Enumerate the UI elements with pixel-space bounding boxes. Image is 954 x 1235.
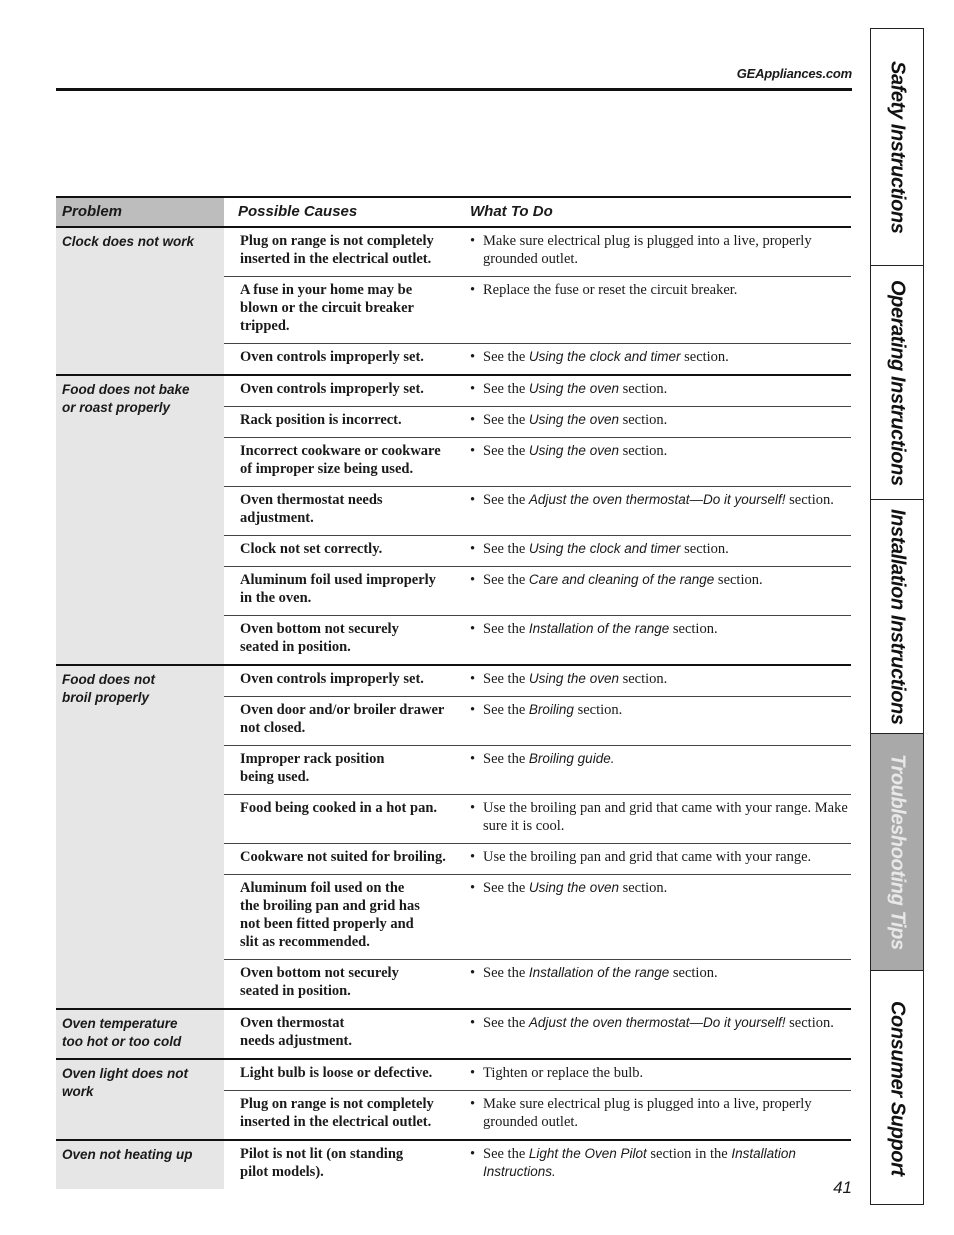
table-row	[56, 1140, 851, 1189]
instruction-text: section.	[618, 381, 668, 397]
instruction-text: section.	[680, 349, 729, 365]
tab-safety-instructions[interactable]	[871, 29, 923, 266]
cause-cell	[224, 844, 456, 875]
problem-text: Food does not	[62, 672, 155, 687]
cause-text: blown or the circuit breaker	[240, 300, 414, 316]
header-problem: Problem	[56, 197, 224, 227]
what-to-do-cell	[456, 960, 851, 1010]
table-row	[56, 1009, 851, 1059]
cause-text: Oven bottom not securely	[240, 621, 399, 637]
cause-text: Oven thermostat	[240, 1015, 345, 1031]
cause-text: seated in position.	[240, 983, 351, 999]
problem-text: Oven not heating up	[62, 1147, 193, 1162]
cause-text: A fuse in your home may be	[240, 282, 413, 298]
cause-cell	[224, 1059, 456, 1091]
cause-cell	[224, 1091, 456, 1141]
header-what-to-do: What To Do	[456, 197, 851, 227]
bullet-item	[470, 848, 849, 866]
cause-cell	[224, 375, 456, 407]
instruction-text: See the	[483, 621, 529, 637]
instruction-text: See the	[483, 751, 529, 767]
cause-cell	[224, 746, 456, 795]
cause-text: inserted in the electrical outlet.	[240, 1114, 432, 1130]
section-reference: Installation of the range	[528, 965, 670, 980]
cause-text: tripped.	[240, 318, 290, 334]
cause-text: not closed.	[240, 720, 306, 736]
cause-text: of improper size being used.	[240, 461, 414, 477]
table-row	[56, 665, 851, 697]
cause-cell	[224, 567, 456, 616]
what-to-do-cell	[456, 438, 851, 487]
instruction-text: See the	[483, 349, 529, 365]
instruction-text: Make sure electrical plug is plugged into a live, properly grounded outlet.	[483, 1096, 812, 1130]
tab-troubleshooting-tips[interactable]	[871, 734, 923, 971]
what-to-do-cell	[456, 844, 851, 875]
what-to-do-cell	[456, 665, 851, 697]
instruction-text: Tighten or replace the bulb.	[483, 1065, 644, 1081]
instruction-text: See the	[483, 880, 529, 896]
cause-text: Rack position is incorrect.	[240, 412, 402, 428]
instruction-text: section.	[714, 572, 763, 588]
cause-text: the broiling pan and grid has	[240, 898, 420, 914]
cause-text: Plug on range is not completely	[240, 1096, 434, 1112]
instruction-text: See the	[483, 1015, 529, 1031]
what-to-do-cell	[456, 536, 851, 567]
cause-text: Clock not set correctly.	[240, 541, 383, 557]
problem-cell	[56, 1140, 224, 1189]
instruction-text: Use the broiling pan and grid that came with your range. Make sure it is cool.	[483, 800, 848, 834]
cause-text: Oven door and/or broiler drawer	[240, 702, 445, 718]
what-to-do-cell	[456, 277, 851, 344]
section-reference: Adjust the oven thermostat—Do it yourself!	[528, 492, 786, 507]
cause-text: Incorrect cookware or cookware	[240, 443, 441, 459]
cause-text: being used.	[240, 769, 310, 785]
cause-text: Cookware not suited for broiling.	[240, 849, 446, 865]
instruction-text: section.	[618, 671, 668, 687]
site-url: GEAppliances.com	[736, 66, 852, 81]
cause-cell	[224, 227, 456, 277]
bullet-item	[470, 411, 849, 429]
section-reference: Adjust the oven thermostat—Do it yourself!	[528, 1015, 786, 1030]
bullet-item	[470, 380, 849, 398]
bullet-item	[470, 232, 849, 268]
instruction-text: section.	[618, 412, 668, 428]
problem-cell	[56, 227, 224, 375]
cause-cell	[224, 616, 456, 666]
problem-text: Food does not bake	[62, 382, 190, 397]
bullet-item	[470, 1064, 849, 1082]
what-to-do-cell	[456, 487, 851, 536]
section-reference: Broiling	[528, 702, 574, 717]
cause-text: inserted in the electrical outlet.	[240, 251, 432, 267]
cause-cell	[224, 487, 456, 536]
cause-text: Pilot is not lit (on standing	[240, 1146, 404, 1162]
cause-text: in the oven.	[240, 590, 312, 606]
instruction-text: See the	[483, 572, 529, 588]
instruction-text: See the	[483, 412, 529, 428]
section-reference: Using the oven	[528, 880, 619, 895]
what-to-do-cell	[456, 795, 851, 844]
cause-text: Oven controls improperly set.	[240, 349, 424, 365]
instruction-text: section.	[785, 492, 834, 508]
tab-label: Installation Instructions	[886, 508, 909, 725]
what-to-do-cell	[456, 616, 851, 666]
bullet-item	[470, 964, 849, 982]
troubleshooting-table	[56, 196, 851, 1189]
what-to-do-cell	[456, 567, 851, 616]
cause-cell	[224, 697, 456, 746]
section-reference: Care and cleaning of the range	[528, 572, 715, 587]
tab-installation-instructions[interactable]	[871, 500, 923, 734]
page-number: 41	[833, 1178, 852, 1197]
bullet-item	[470, 540, 849, 558]
tab-label: Troubleshooting Tips	[886, 754, 909, 950]
cause-text: adjustment.	[240, 510, 314, 526]
what-to-do-cell	[456, 227, 851, 277]
instruction-text: Use the broiling pan and grid that came with your range.	[483, 849, 812, 865]
instruction-text: section.	[618, 880, 668, 896]
cause-text: Light bulb is loose or defective.	[240, 1065, 433, 1081]
problem-cell	[56, 1059, 224, 1140]
what-to-do-cell	[456, 1140, 851, 1189]
header-possible-causes: Possible Causes	[224, 197, 456, 227]
instruction-text: Replace the fuse or reset the circuit breaker.	[483, 282, 738, 298]
bullet-item	[470, 348, 849, 366]
cause-text: Aluminum foil used on the	[240, 880, 405, 896]
cause-text: not been fitted properly and	[240, 916, 414, 932]
instruction-text: section.	[669, 965, 718, 981]
cause-text: Oven controls improperly set.	[240, 381, 424, 397]
header-rule	[56, 88, 852, 91]
bullet-item	[470, 670, 849, 688]
what-to-do-cell	[456, 746, 851, 795]
instruction-text: See the	[483, 702, 529, 718]
problem-text: Clock does not work	[62, 234, 195, 249]
section-reference: Using the oven	[528, 443, 619, 458]
bullet-item	[470, 1014, 849, 1032]
instruction-text: section.	[669, 621, 718, 637]
table-header-row	[56, 197, 851, 227]
instruction-text: section.	[573, 702, 623, 718]
bullet-item	[470, 442, 849, 460]
bullet-item	[470, 1095, 849, 1131]
cause-cell	[224, 665, 456, 697]
cause-text: slit as recommended.	[240, 934, 370, 950]
tab-consumer-support[interactable]	[871, 971, 923, 1206]
cause-text: Oven thermostat needs	[240, 492, 383, 508]
instruction-text: See the	[483, 671, 529, 687]
instruction-text: See the	[483, 1146, 529, 1162]
cause-cell	[224, 407, 456, 438]
problem-text: Oven temperature	[62, 1016, 178, 1031]
what-to-do-cell	[456, 1059, 851, 1091]
section-reference: Using the oven	[528, 671, 619, 686]
what-to-do-cell	[456, 344, 851, 376]
tab-label: Operating Instructions	[886, 279, 909, 486]
tab-label: Consumer Support	[886, 1001, 909, 1176]
bullet-item	[470, 879, 849, 897]
section-reference: Broiling guide.	[528, 751, 615, 766]
table-row	[56, 375, 851, 407]
cause-cell	[224, 277, 456, 344]
cause-text: Aluminum foil used improperly	[240, 572, 436, 588]
instruction-text: See the	[483, 965, 529, 981]
bullet-item	[470, 701, 849, 719]
cause-text: Improper rack position	[240, 751, 385, 767]
cause-text: Oven bottom not securely	[240, 965, 399, 981]
cause-cell	[224, 536, 456, 567]
tab-label: Safety Instructions	[886, 60, 909, 234]
cause-text: Oven controls improperly set.	[240, 671, 424, 687]
tab-operating-instructions[interactable]	[871, 266, 923, 500]
what-to-do-cell	[456, 1009, 851, 1059]
cause-text: pilot models).	[240, 1164, 324, 1180]
instruction-text: See the	[483, 443, 529, 459]
cause-text: Plug on range is not completely	[240, 233, 434, 249]
instruction-text: See the	[483, 541, 529, 557]
instruction-text: section.	[618, 443, 668, 459]
table-body	[56, 227, 851, 1189]
cause-cell	[224, 960, 456, 1010]
cause-cell	[224, 875, 456, 960]
table-row	[56, 1059, 851, 1091]
instruction-text: See the	[483, 381, 529, 397]
section-tabs	[870, 28, 924, 1205]
bullet-item	[470, 750, 849, 768]
what-to-do-cell	[456, 697, 851, 746]
table-row	[56, 227, 851, 277]
what-to-do-cell	[456, 375, 851, 407]
what-to-do-cell	[456, 875, 851, 960]
cause-text: seated in position.	[240, 639, 351, 655]
section-reference: Using the oven	[528, 381, 619, 396]
problem-cell	[56, 1009, 224, 1059]
section-reference: Installation Instructions.	[483, 1146, 796, 1179]
bullet-item	[470, 491, 849, 509]
bullet-item	[470, 620, 849, 638]
problem-cell	[56, 375, 224, 665]
instruction-text: section.	[785, 1015, 834, 1031]
problem-text: Oven light does not work	[62, 1066, 189, 1099]
problem-cell	[56, 665, 224, 1009]
problem-text: broil properly	[62, 690, 150, 705]
bullet-item	[470, 1145, 849, 1181]
section-reference: Light the Oven Pilot	[528, 1146, 647, 1161]
instruction-text: See the	[483, 492, 529, 508]
instruction-text: section in the	[646, 1146, 732, 1162]
problem-text: too hot or too cold	[62, 1034, 182, 1049]
instruction-text: Make sure electrical plug is plugged into a live, properly grounded outlet.	[483, 233, 812, 267]
instruction-text: section.	[680, 541, 729, 557]
cause-cell	[224, 438, 456, 487]
cause-text: needs adjustment.	[240, 1033, 352, 1049]
cause-cell	[224, 1140, 456, 1189]
bullet-item	[470, 281, 849, 299]
bullet-item	[470, 571, 849, 589]
what-to-do-cell	[456, 1091, 851, 1141]
problem-text: or roast properly	[62, 400, 171, 415]
cause-cell	[224, 1009, 456, 1059]
bullet-item	[470, 799, 849, 835]
cause-cell	[224, 795, 456, 844]
section-reference: Using the clock and timer	[528, 349, 681, 364]
cause-text: Food being cooked in a hot pan.	[240, 800, 438, 816]
section-reference: Using the oven	[528, 412, 619, 427]
cause-cell	[224, 344, 456, 376]
section-reference: Installation of the range	[528, 621, 670, 636]
what-to-do-cell	[456, 407, 851, 438]
section-reference: Using the clock and timer	[528, 541, 681, 556]
